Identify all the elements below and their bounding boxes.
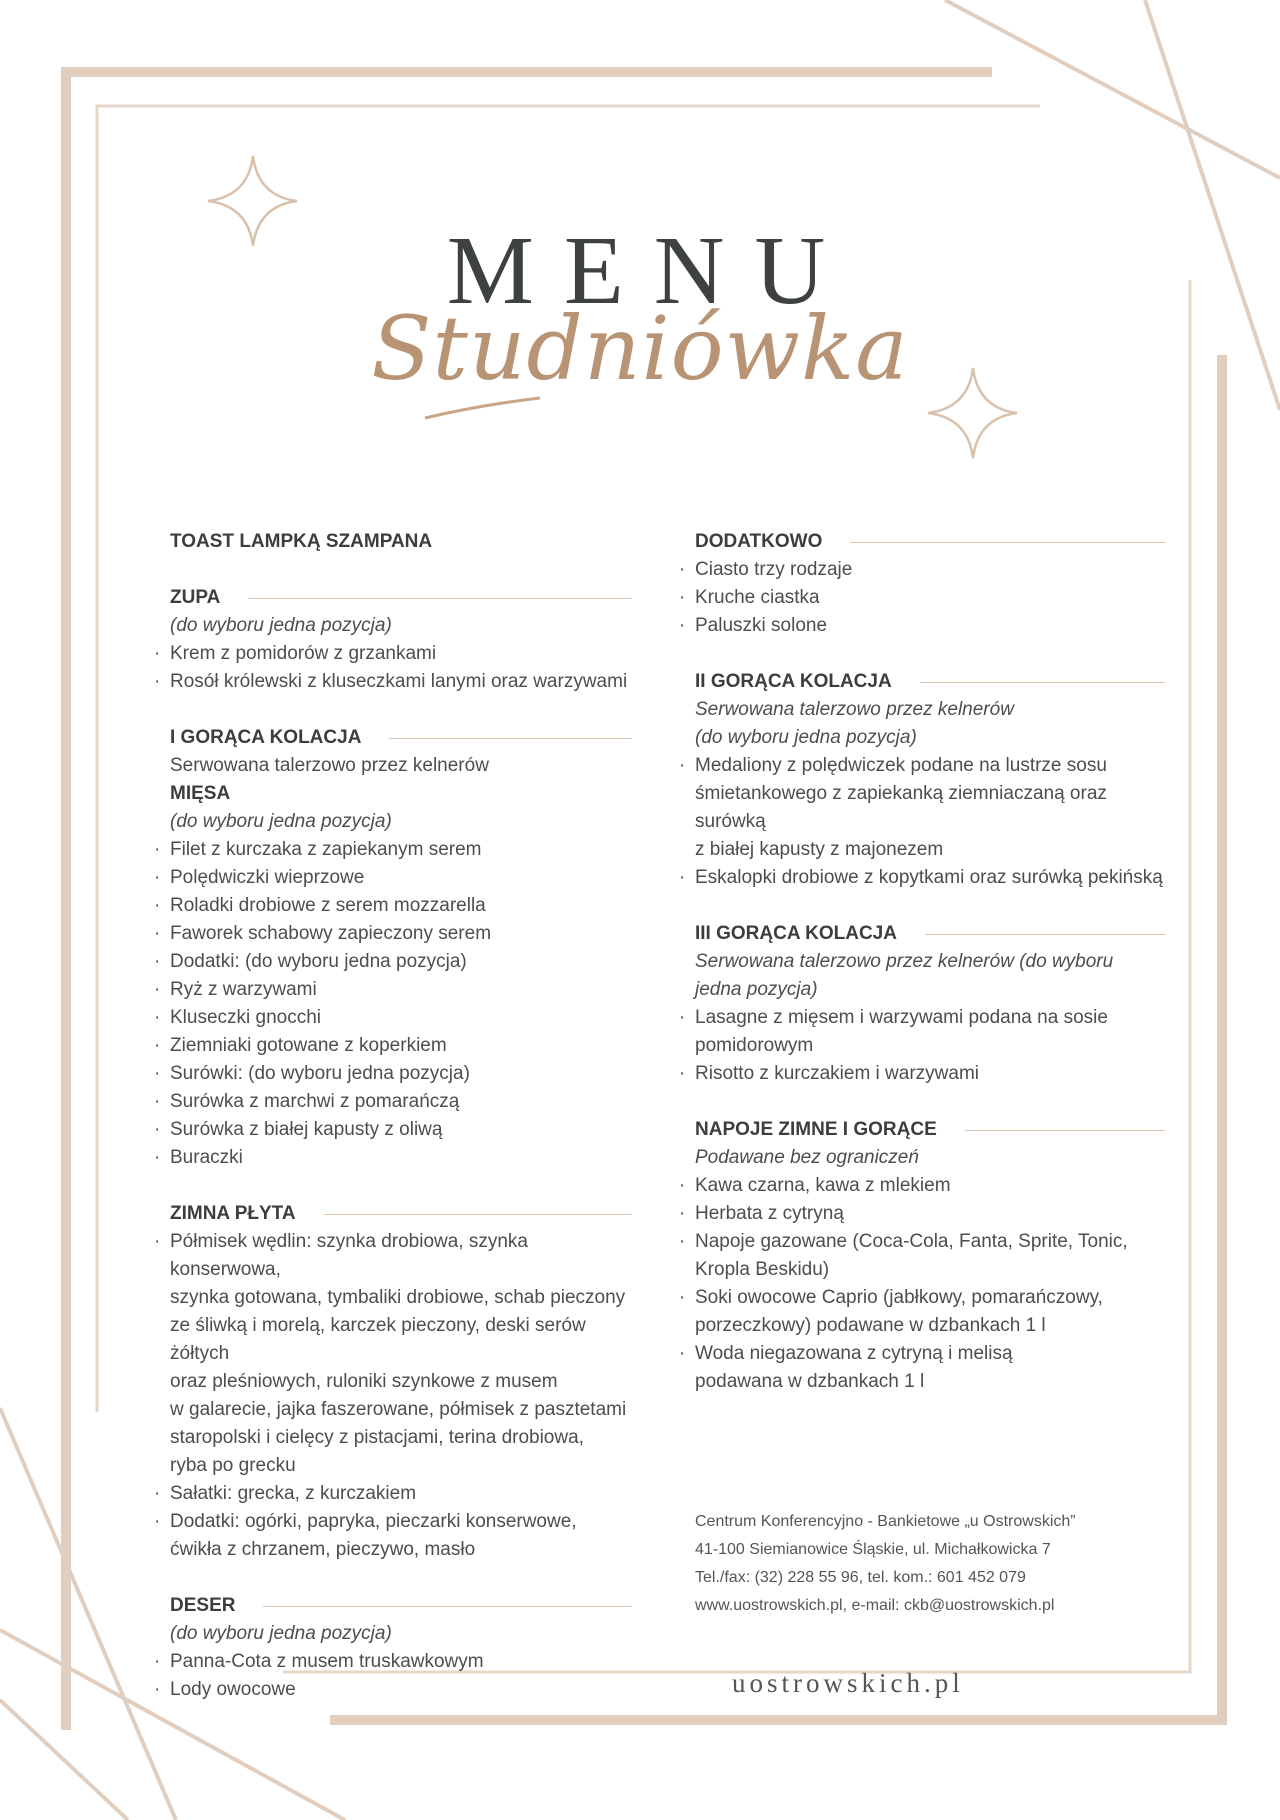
toast-section — [170, 528, 632, 556]
heading-rule — [920, 682, 1165, 683]
menu-item: · Paluszki solone — [695, 612, 1165, 640]
menu-item-continued: z białej kapusty z majonezem — [695, 839, 944, 860]
served-note: Serwowana talerzowo przez kelnerów (do wyboru — [695, 951, 1114, 972]
menu-subtitle: Studniówka — [371, 297, 909, 400]
contact-line: Centrum Konferencyjno - Bankietowe „u Ostrowskich” — [695, 1513, 1076, 1530]
website-link[interactable]: uostrowskich.pl — [732, 1668, 964, 1698]
section-heading: III GORĄCA KOLACJA — [695, 923, 897, 944]
right-column — [695, 528, 1165, 1424]
section-heading: DESER — [170, 1595, 236, 1616]
contact-line: www.uostrowskich.pl, e-mail: ckb@uostrowskich.pl — [695, 1597, 1055, 1614]
menu-item: · Lasagne z mięsem i warzywami podana na sosie — [695, 1004, 1165, 1032]
heading-rule — [850, 542, 1165, 543]
choice-note: (do wyboru jedna pozycja) — [695, 727, 917, 748]
menu-item: · Napoje gazowane (Coca-Cola, Fanta, Sprite, Tonic, — [695, 1228, 1165, 1256]
left-column — [170, 528, 632, 1732]
menu-item: · Ciasto trzy rodzaje — [695, 556, 1165, 584]
drinks-section — [695, 1116, 1165, 1396]
menu-item-continued: staropolski i cielęcy z pistacjami, terina drobiowa, — [170, 1427, 584, 1448]
menu-title: MENU — [446, 217, 856, 325]
section-heading: ZIMNA PŁYTA — [170, 1203, 296, 1224]
menu-item: · Kawa czarna, kawa z mlekiem — [695, 1172, 1165, 1200]
menu-item: · Panna-Cota z musem truskawkowym — [170, 1648, 632, 1676]
heading-rule — [263, 1606, 632, 1607]
menu-item-continued: podawana w dzbankach 1 l — [695, 1371, 925, 1392]
contact-line: Tel./fax: (32) 228 55 96, tel. kom.: 601 452 079 — [695, 1569, 1026, 1586]
contact-line: 41-100 Siemianowice Śląskie, ul. Michałkowicka 7 — [695, 1541, 1051, 1558]
menu-item: · Faworek schabowy zapieczony serem — [170, 920, 632, 948]
menu-item: · Soki owocowe Caprio (jabłkowy, pomarańczowy, — [695, 1284, 1165, 1312]
section-heading: ZUPA — [170, 587, 221, 608]
section-heading: DODATKOWO — [695, 531, 823, 552]
subheading: MIĘSA — [170, 783, 231, 804]
section-heading: NAPOJE ZIMNE I GORĄCE — [695, 1119, 937, 1140]
cold-plate-section — [170, 1200, 632, 1564]
menu-item-continued: w galarecie, jajka faszerowane, półmisek z pasztetami — [170, 1399, 627, 1420]
menu-item: · Eskalopki drobiowe z kopytkami oraz surówką pekińską — [695, 864, 1165, 892]
choice-note: (do wyboru jedna pozycja) — [170, 1623, 392, 1644]
menu-item: · Filet z kurczaka z zapiekanym serem — [170, 836, 632, 864]
menu-item-continued: ćwikła z chrzanem, pieczywo, masło — [170, 1539, 476, 1560]
menu-item: · Kruche ciastka — [695, 584, 1165, 612]
served-note: Serwowana talerzowo przez kelnerów — [695, 699, 1014, 720]
menu-item: · Sałatki: grecka, z kurczakiem — [170, 1480, 632, 1508]
dinner3-section — [695, 920, 1165, 1088]
menu-item-continued: porzeczkowy) podawane w dzbankach 1 l — [695, 1315, 1046, 1336]
menu-item: · Surówka z marchwi z pomarańczą — [170, 1088, 632, 1116]
served-note: Podawane bez ograniczeń — [695, 1147, 919, 1168]
menu-item: · Herbata z cytryną — [695, 1200, 1165, 1228]
menu-item-continued: pomidorowym — [695, 1035, 814, 1056]
section-heading: I GORĄCA KOLACJA — [170, 727, 362, 748]
heading-rule — [965, 1130, 1165, 1131]
dessert-section — [170, 1592, 632, 1704]
menu-item-continued: ryba po grecku — [170, 1455, 296, 1476]
heading-rule — [925, 934, 1165, 935]
heading-rule — [389, 738, 632, 739]
menu-item: · Rosół królewski z kluseczkami lanymi oraz warzywami — [170, 668, 632, 696]
section-heading: TOAST LAMPKĄ SZAMPANA — [170, 531, 433, 552]
menu-item: · Ryż z warzywami — [170, 976, 632, 1004]
menu-item-continued: ze śliwką i morelą, karczek pieczony, deski serów żółtych — [170, 1315, 586, 1364]
menu-item: · Surówka z białej kapusty z oliwą — [170, 1116, 632, 1144]
menu-item: · Risotto z kurczakiem i warzywami — [695, 1060, 1165, 1088]
menu-item-continued: szynka gotowana, tymbaliki drobiowe, schab pieczony — [170, 1287, 626, 1308]
served-note: Serwowana talerzowo przez kelnerów — [170, 755, 489, 776]
menu-item-continued: Kropla Beskidu) — [695, 1259, 830, 1280]
heading-rule — [324, 1214, 632, 1215]
soup-section — [170, 584, 632, 696]
dinner2-section — [695, 668, 1165, 892]
menu-item: · Woda niegazowana z cytryną i melisą — [695, 1340, 1165, 1368]
diagonal-line — [945, 0, 1280, 178]
choice-note: (do wyboru jedna pozycja) — [170, 615, 392, 636]
menu-item: · Ziemniaki gotowane z koperkiem — [170, 1032, 632, 1060]
menu-item: · Surówki: (do wyboru jedna pozycja) — [170, 1060, 632, 1088]
menu-item: · Kluseczki gnocchi — [170, 1004, 632, 1032]
dinner1-section — [170, 724, 632, 1172]
extra-section — [695, 528, 1165, 640]
menu-item: · Roladki drobiowe z serem mozzarella — [170, 892, 632, 920]
heading-rule — [248, 598, 632, 599]
section-heading: II GORĄCA KOLACJA — [695, 671, 892, 692]
served-note: jedna pozycja) — [695, 979, 818, 1000]
menu-item: · Półmisek wędlin: szynka drobiowa, szynka konserwowa, — [170, 1228, 632, 1284]
menu-item: · Buraczki — [170, 1144, 632, 1172]
choice-note: (do wyboru jedna pozycja) — [170, 811, 392, 832]
menu-item: · Dodatki: ogórki, papryka, pieczarki konserwowe, — [170, 1508, 632, 1536]
menu-item: · Dodatki: (do wyboru jedna pozycja) — [170, 948, 632, 976]
menu-item: · Krem z pomidorów z grzankami — [170, 640, 632, 668]
menu-item-continued: śmietankowego z zapiekanką ziemniaczaną oraz surówką — [695, 783, 1107, 832]
contact-info — [695, 1508, 1076, 1620]
menu-item: · Polędwiczki wieprzowe — [170, 864, 632, 892]
menu-item: · Lody owocowe — [170, 1676, 632, 1704]
script-flourish — [425, 398, 540, 418]
menu-item-continued: oraz pleśniowych, ruloniki szynkowe z musem — [170, 1371, 558, 1392]
menu-item: · Medaliony z polędwiczek podane na lustrze sosu — [695, 752, 1165, 780]
diagonal-line — [0, 1408, 176, 1820]
